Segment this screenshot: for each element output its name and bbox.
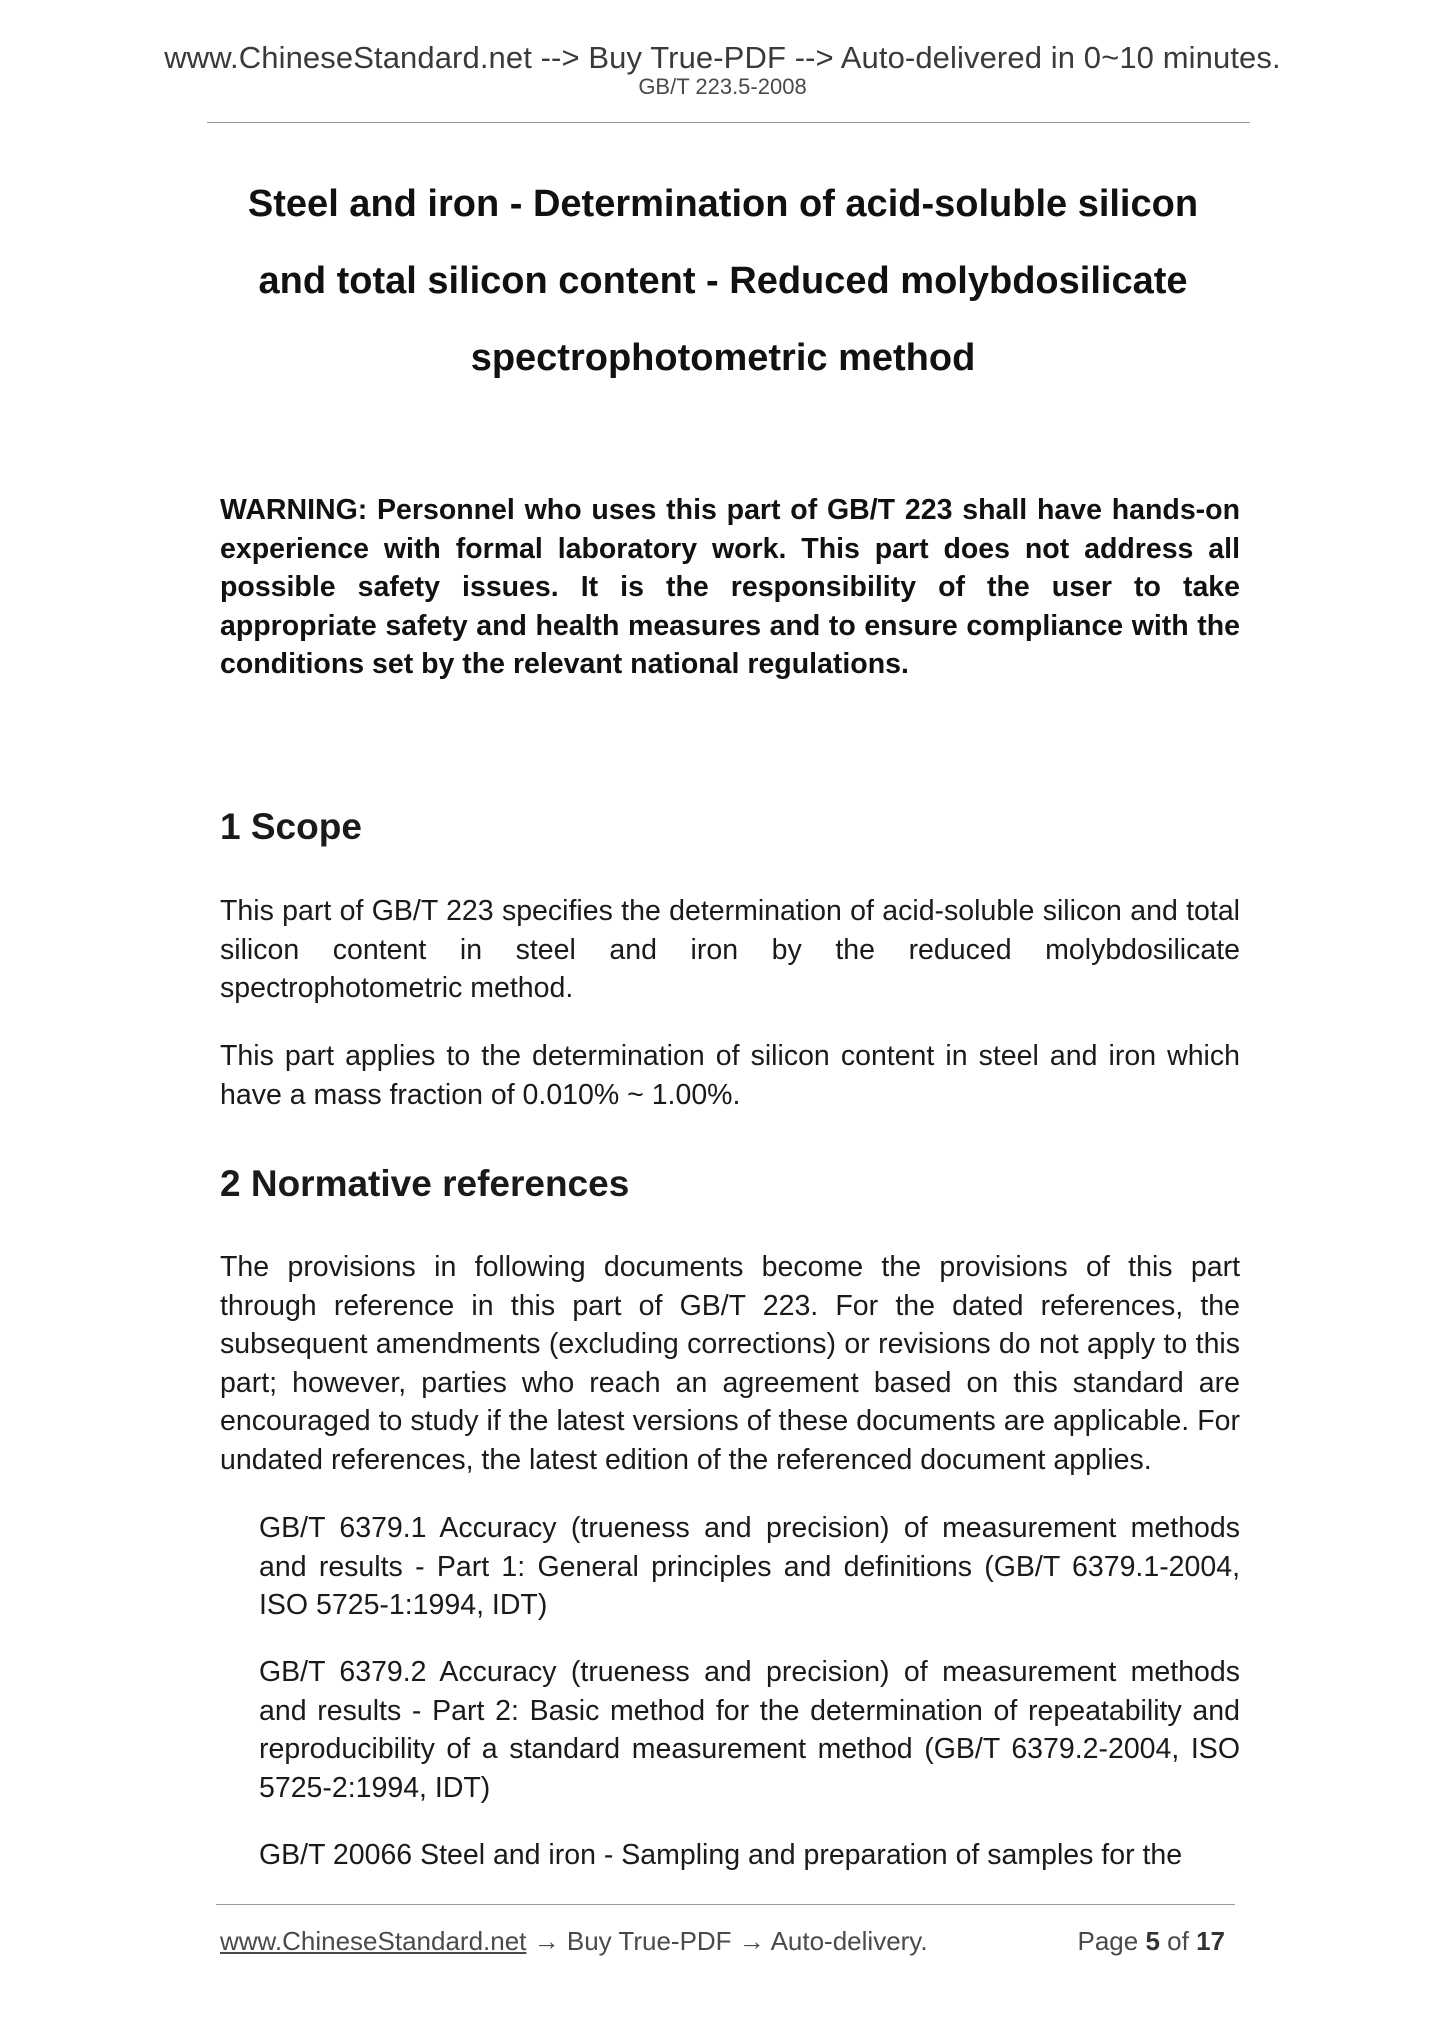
footer-site-link[interactable]: www.ChineseStandard.net [220, 1926, 527, 1956]
page-label: Page [1077, 1926, 1139, 1956]
document-title [180, 166, 1266, 397]
standard-code: GB/T 223.5-2008 [638, 74, 807, 99]
normative-intro-paragraph: The provisions in following documents become the provisions of this part through reference in this part of GB/T 223. For the dated references, the subsequent amendments (excluding corrections) or revisions do not apply to this part; however, parties who reach an agreement based on this standard are encouraged to study if the latest versions of these documents are applicable. For undated references, the latest edition of the referenced document applies. [220, 1251, 1240, 1476]
footer-divider [216, 1904, 1235, 1905]
scope-heading: 1 Scope [220, 806, 362, 847]
footer-delivery-text: → Buy True-PDF → Auto-delivery. [526, 1926, 928, 1956]
site-banner: www.ChineseStandard.net --> Buy True-PDF --> Auto-delivered in 0~10 minutes. [164, 40, 1281, 75]
total-pages: 17 [1196, 1926, 1225, 1956]
normative-references-heading: 2 Normative references [220, 1163, 630, 1204]
title-line-1: Steel and iron - Determination of acid-soluble silicon [247, 183, 1199, 225]
footer-left [220, 1925, 928, 1957]
page-indicator [1077, 1925, 1225, 1957]
reference-item: GB/T 6379.2 Accuracy (trueness and precision) of measurement methods and results - Part 2: Basic method for the determination of repeatability and reproducibility of a standard measurement method (GB/T 6379.2-2004, ISO 5725-2:1994, IDT) [259, 1656, 1240, 1804]
of-label: of [1167, 1926, 1189, 1956]
scope-paragraph-1: This part of GB/T 223 specifies the determination of acid-soluble silicon and total silicon content in steel and iron by the reduced molybdosilicate spectrophotometric method. [220, 895, 1240, 1004]
page-number: 5 [1145, 1926, 1160, 1956]
header-divider [207, 122, 1250, 123]
reference-item: GB/T 6379.1 Accuracy (trueness and precision) of measurement methods and results - Part 1: General principles and definitions (GB/T 6379.1-2004, ISO 5725-1:1994, IDT) [259, 1512, 1240, 1621]
reference-item: GB/T 20066 Steel and iron - Sampling and preparation of samples for the [259, 1839, 1183, 1871]
title-line-3: spectrophotometric method [470, 337, 976, 379]
warning-paragraph: WARNING: Personnel who uses this part of GB/T 223 shall have hands-on experience with formal laboratory work. This part does not address all possible safety issues. It is the responsibility of the user to take appropriate safety and health measures and to ensure compliance with the conditions set by the relevant national regulations. [220, 494, 1240, 680]
scope-paragraph-2: This part applies to the determination of silicon content in steel and iron which have a mass fraction of 0.010% ~ 1.00%. [220, 1040, 1240, 1111]
title-line-2: and total silicon content - Reduced molybdosilicate [258, 260, 1188, 302]
